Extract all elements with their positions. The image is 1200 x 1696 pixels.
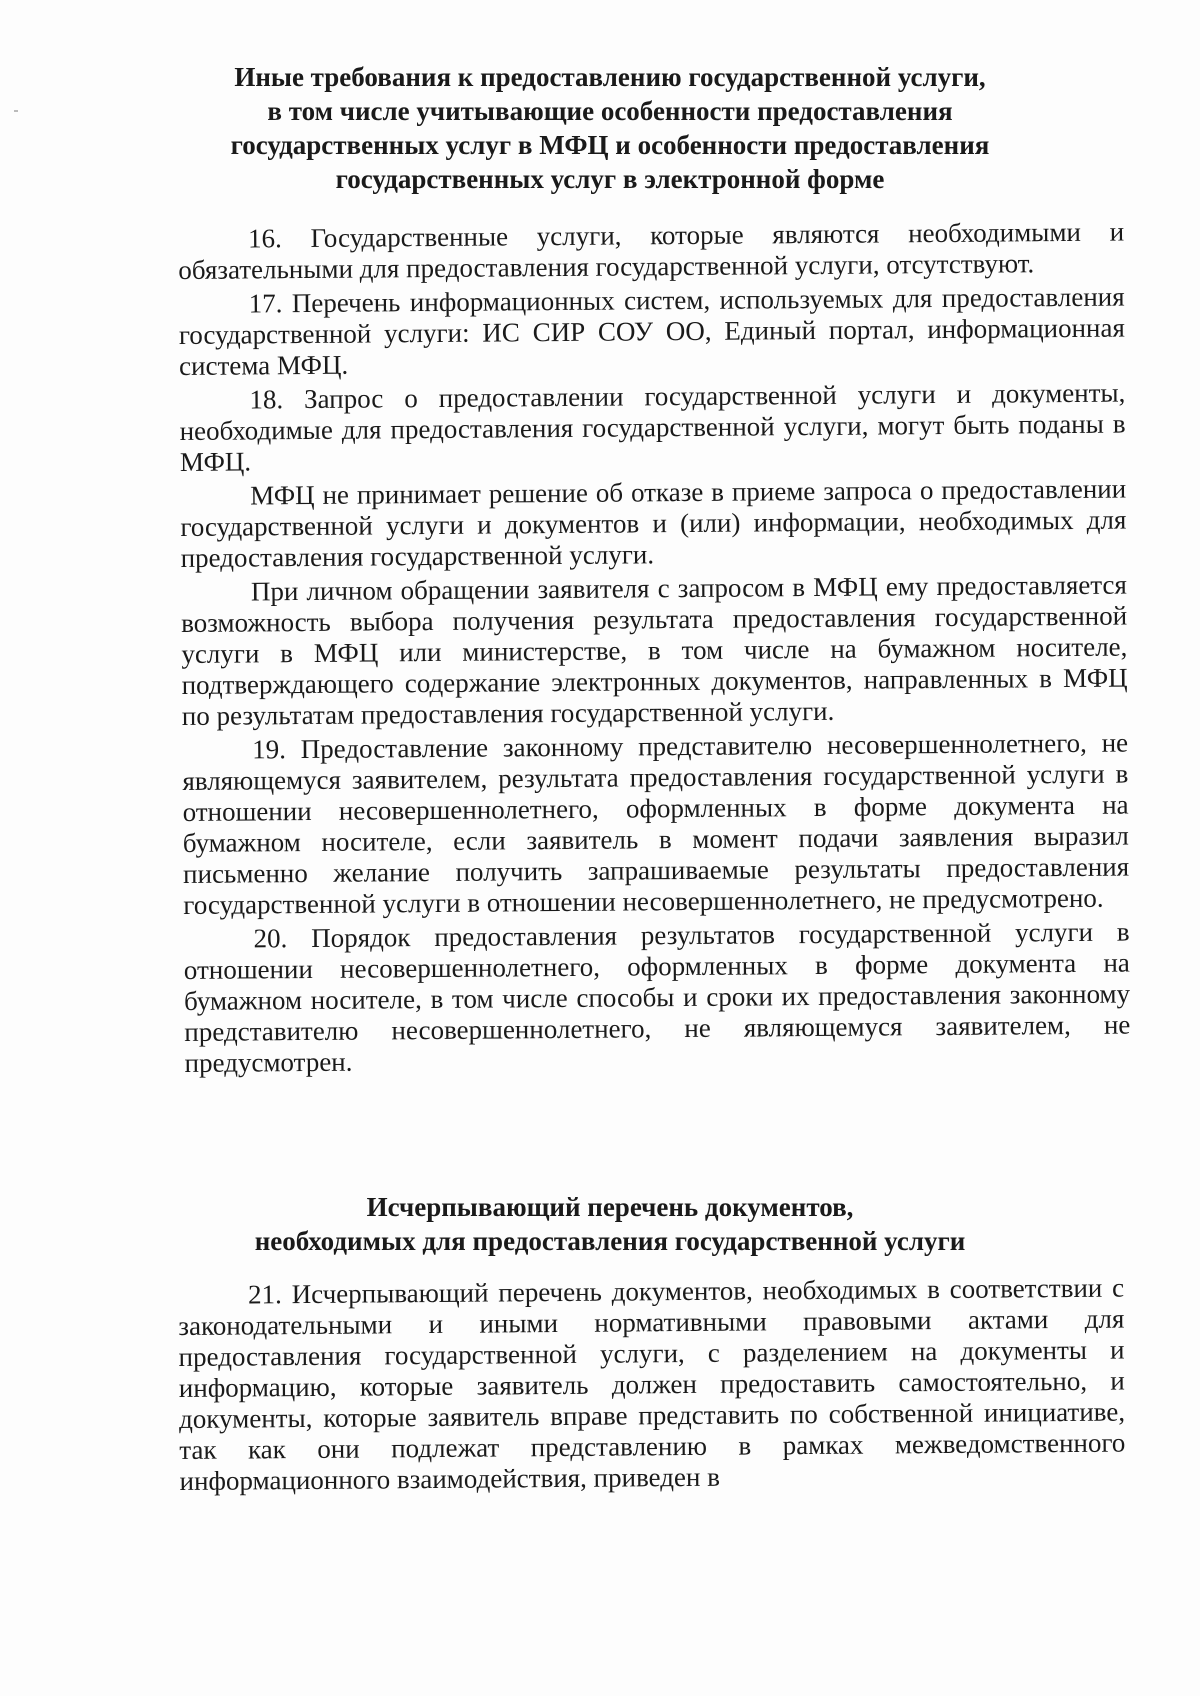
heading-line: государственных услуг в электронной форме bbox=[335, 164, 885, 194]
paragraph-18: 18. Запрос о предоставлении государственной услуги и документы, необходимые для предоставления государственной услуги, могут быть поданы в МФЦ. bbox=[179, 377, 1126, 477]
heading-line: государственных услуг в МФЦ и особенности предоставления bbox=[230, 130, 990, 160]
paragraph-16: 16. Государственные услуги, которые являются необходимыми и обязательными для предоставления государственной услуги, отсутствуют. bbox=[178, 216, 1125, 285]
section-heading-documents-list bbox=[180, 1190, 1040, 1258]
heading-line: в том числе учитывающие особенности предоставления bbox=[267, 96, 953, 126]
section-heading-other-requirements bbox=[180, 60, 1040, 196]
section-body-documents-list bbox=[178, 1273, 1126, 1497]
section-body-other-requirements bbox=[178, 217, 1131, 1079]
heading-line: необходимых для предоставления государственной услуги bbox=[254, 1226, 966, 1256]
paragraph-19: 19. Предоставление законному представителю несовершеннолетнего, не являющемуся заявителем, результата предоставления государственной услуги в отношении несовершеннолетнего, оформленных в форме документа на бумажном носителе, если заявитель в момент подачи заявления выразил письменно желание получить запрашиваемые результаты предоставления государственной услуги в отношении несовершеннолетнего, не предусмотрено. bbox=[182, 727, 1130, 920]
paragraph-21: 21. Исчерпывающий перечень документов, необходимых в соответствии с законодательными и иными нормативными правовыми актами для предоставления государственной услуги, с разделением на документы и информацию, которые заявитель должен предоставить самостоятельно, и документы, которые заявитель вправе представить по собственной инициативе, так как они подлежат представлению в рамках межведомственного информационного взаимодействия, приведен в bbox=[178, 1272, 1126, 1496]
paragraph-17: 17. Перечень информационных систем, используемых для предоставления государственной услуги: ИС СИР СОУ ОО, Единый портал, информационная система МФЦ. bbox=[178, 281, 1125, 381]
paragraph-20: 20. Порядок предоставления результатов государственной услуги в отношении несовершеннолетнего, оформленных в форме документа на бумажном носителе, в том числе способы и сроки их предоставления законному представителю несовершеннолетнего, не являющемуся заявителем, не предусмотрен. bbox=[183, 916, 1131, 1078]
paragraph-mfc-no-refusal: МФЦ не принимает решение об отказе в приеме запроса о предоставлении государственной услуги и документов и (или) информации, необходимых для предоставления государственной услуги. bbox=[180, 473, 1127, 573]
heading-line: Иные требования к предоставлению государственной услуги, bbox=[234, 62, 986, 92]
heading-line: Исчерпывающий перечень документов, bbox=[366, 1192, 854, 1222]
paragraph-personal-appeal: При личном обращении заявителя с запросом в МФЦ ему предоставляется возможность выбора получения результата предоставления государственной услуги в МФЦ или министерстве, в том числе на бумажном носителе, подтверждающего содержание электронных документов, направленных в МФЦ по результатам предоставления государственной услуги. bbox=[181, 569, 1128, 731]
scan-artifact bbox=[14, 110, 18, 112]
